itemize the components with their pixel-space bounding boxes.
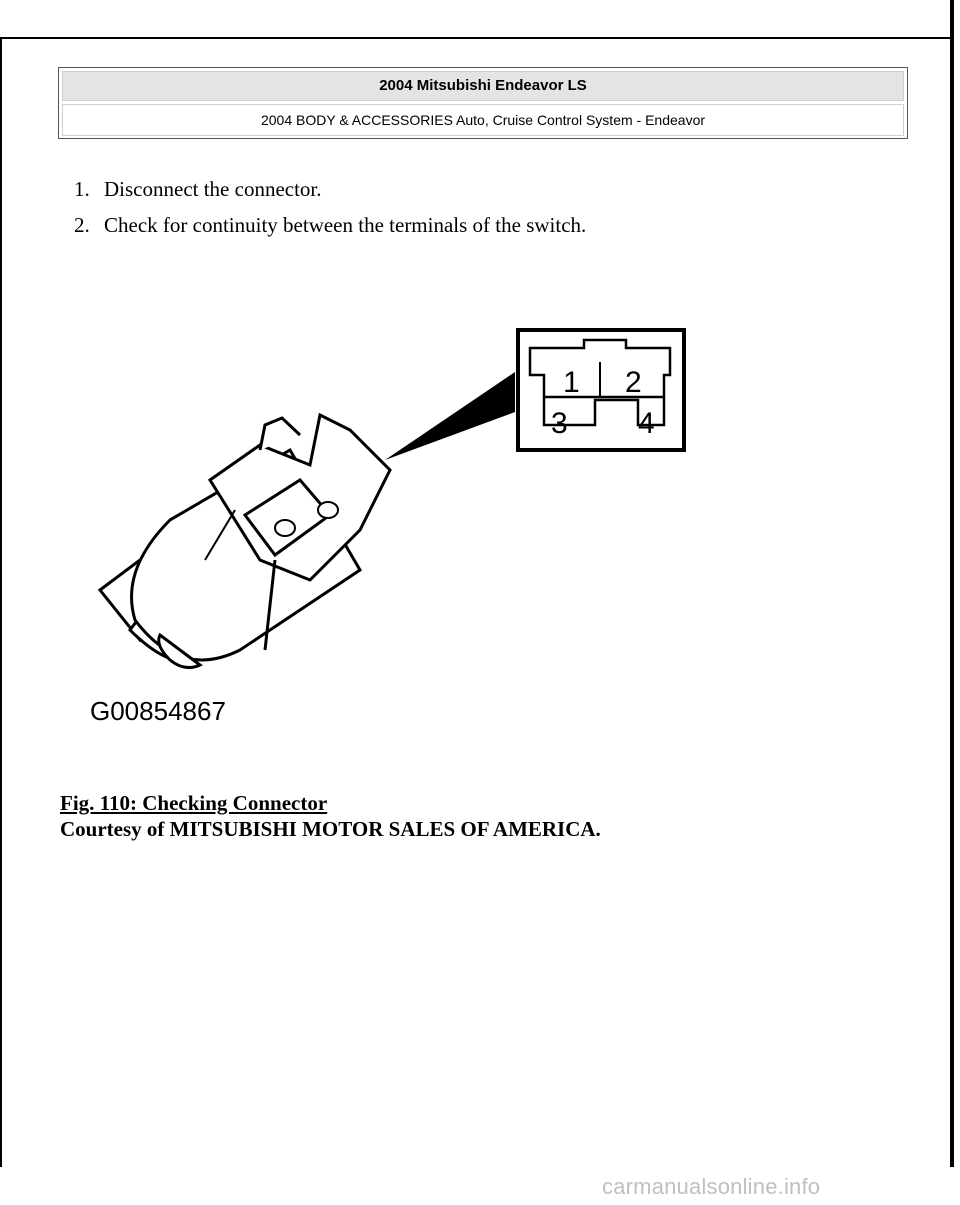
step-text: Check for continuity between the terminals of the switch.: [104, 213, 587, 237]
list-item: [74, 210, 586, 246]
terminal-label: 4: [638, 407, 655, 440]
list-item: [74, 174, 586, 210]
image-code: G00854867: [90, 696, 226, 726]
header-title: 2004 Mitsubishi Endeavor LS: [62, 71, 904, 101]
instruction-steps: [74, 174, 586, 246]
step-number: 1.: [74, 177, 90, 201]
terminal-diagram: [518, 330, 684, 450]
terminal-label: 1: [563, 366, 580, 399]
header-subtitle: 2004 BODY & ACCESSORIES Auto, Cruise Control System - Endeavor: [62, 104, 904, 136]
figure-title: Fig. 110: Checking Connector: [60, 791, 328, 815]
figure-courtesy: Courtesy of MITSUBISHI MOTOR SALES OF AMERICA.: [60, 817, 601, 841]
watermark: carmanualsonline.info: [602, 1174, 821, 1199]
terminal-label: 3: [551, 407, 568, 440]
pointer-wedge: [385, 372, 515, 460]
step-text: Disconnect the connector.: [104, 177, 322, 201]
figure-caption: [60, 790, 601, 842]
document-header: [58, 67, 908, 139]
step-number: 2.: [74, 213, 90, 237]
terminal-label: 2: [625, 366, 642, 399]
connector-illustration: [60, 300, 760, 740]
page-edge: [950, 0, 954, 1167]
switch-body: [100, 415, 390, 668]
